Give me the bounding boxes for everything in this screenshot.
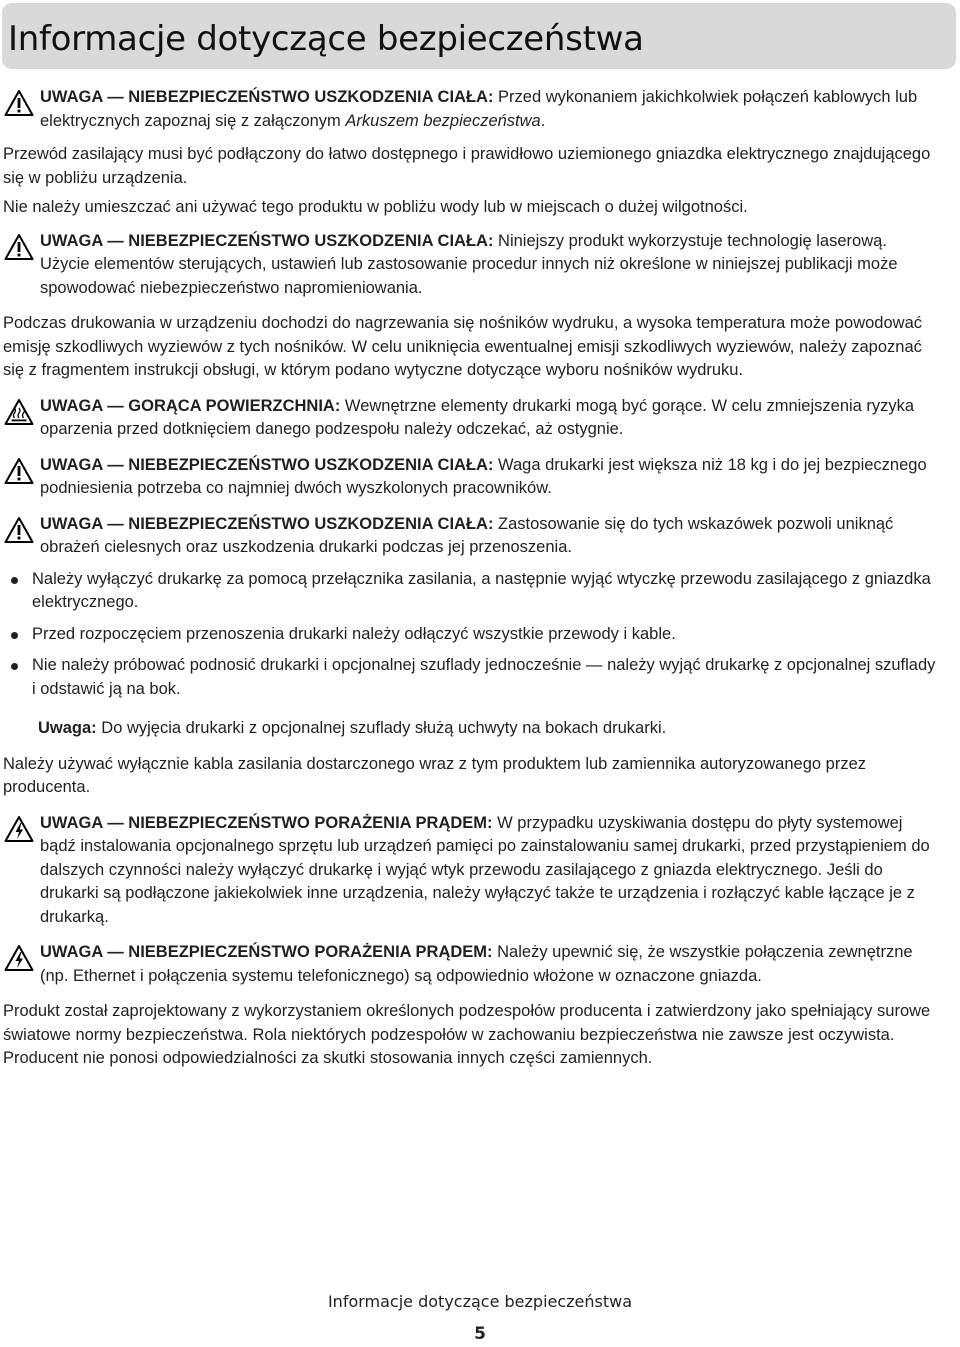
list-item (0, 568, 960, 615)
note-label: Uwaga: (38, 719, 97, 737)
shock-hazard-icon (4, 815, 34, 843)
list-item-text: Przed rozpoczęciem przenoszenia drukarki należy odłączyć wszystkie przewody i kable. (32, 624, 676, 643)
hot-surface-icon (4, 398, 34, 426)
warning-injury-laser (0, 230, 960, 301)
list-item (0, 654, 960, 701)
bullet-icon (11, 632, 18, 639)
note-text: Do wyjęcia drukarki z opcjonalnej szuflady służą uchwyty na bokach drukarki. (96, 719, 667, 737)
warning-text: Wewnętrzne elementy drukarki mogą być gorące. W celu zmniejszenia ryzyka oparzenia przed dotknięciem danego podzespołu należy odczekać, aż ostygnie. (40, 396, 915, 438)
warning-label: UWAGA — NIEBEZPIECZEŃSTWO USZKODZENIA CIAŁA: (40, 231, 494, 250)
warning-injury-moving (0, 513, 960, 560)
caution-icon (4, 457, 34, 485)
warning-hot-surface (0, 395, 960, 442)
bullet-icon (11, 577, 18, 584)
warning-shock-2 (0, 941, 960, 988)
moving-steps-list (0, 568, 960, 702)
document-body (0, 86, 960, 1071)
bullet-icon (11, 663, 18, 670)
note (0, 717, 960, 741)
paragraph-power-cable: Należy używać wyłącznie kabla zasilania dostarczonego wraz z tym produktem lub zamiennika autoryzowanego przez producenta. (3, 754, 866, 796)
shock-hazard-icon (4, 944, 34, 972)
paragraph-water: Nie należy umieszczać ani używać tego produktu w pobliżu wody lub w miejscach o dużej wilgotności. (3, 198, 748, 216)
warning-injury-1 (0, 86, 960, 133)
page-header (2, 3, 956, 69)
warning-text: W przypadku uzyskiwania dostępu do płyty systemowej bądź instalowania opcjonalnego sprzętu lub urządzeń pamięci po zainstalowaniu samej drukarki, przed przystąpieniem do dalszych czynności należy wyłączyć drukarkę i wyjąć wtyk przewodu zasilającego z gniazda elektrycznego. Jeśli do drukarki są podłączone jakiekolwiek inne urządzenia, należy wyłączyć także te urządzenia i rozłączyć kable łączące je z drukarką. (40, 813, 930, 926)
warning-label: UWAGA — NIEBEZPIECZEŃSTWO PORAŻENIA PRĄDEM: (40, 943, 493, 961)
warning-label: UWAGA — NIEBEZPIECZEŃSTWO USZKODZENIA CIAŁA: (40, 514, 494, 533)
warning-text: Przed wykonaniem jakichkolwiek połączeń kablowych lub elektrycznych zapoznaj się z załączonym (40, 88, 918, 130)
caution-icon (4, 516, 34, 544)
safety-sheet-reference: Arkuszem bezpieczeństwa (345, 111, 541, 130)
warning-text: Zastosowanie się do tych wskazówek pozwoli uniknąć obrażeń cielesnych oraz uszkodzenia drukarki podczas jej przenoszenia. (40, 514, 894, 556)
warning-shock-1 (0, 812, 960, 930)
warning-label: UWAGA — NIEBEZPIECZEŃSTWO USZKODZENIA CIAŁA: (40, 88, 494, 106)
warning-text: Waga drukarki jest większa niż 18 kg i do jej bezpiecznego podniesienia potrzeba co najmniej dwóch wyszkolonych pracowników. (40, 455, 927, 497)
warning-text-end: . (540, 111, 546, 130)
paragraph-components: Produkt został zaprojektowany z wykorzystaniem określonych podzespołów producenta i zatwierdzony jako spełniający surowe światowe normy bezpieczeństwa. Rola niektórych podzespołów w zachowaniu bezpieczeństwa nie zawsze jest oczywista. Producent nie ponosi odpowiedzialności za skutki stosowania innych części zamiennych. (3, 1002, 931, 1067)
caution-icon (4, 233, 34, 261)
list-item (0, 623, 960, 647)
paragraph-power-cord: Przewód zasilający musi być podłączony do łatwo dostępnego i prawidłowo uziemionego gniazdka elektrycznego znajdującego się w pobliżu urządzenia. (3, 145, 931, 187)
page-title: Informacje dotyczące bezpieczeństwa (8, 19, 644, 59)
page-number: 5 (474, 1324, 486, 1344)
list-item-text: Należy wyłączyć drukarkę za pomocą przełącznika zasilania, a następnie wyjąć wtyczkę przewodu zasilającego z gniazdka elektrycznego. (32, 569, 931, 611)
paragraph-emissions: Podczas drukowania w urządzeniu dochodzi do nagrzewania się nośników wydruku, a wysoka temperatura może powodować emisję szkodliwych wyziewów z tych nośników. W celu uniknięcia ewentualnej emisji szkodliwych wyziewów, należy zapoznać się z fragmentem instrukcji obsługi, w którym podano wytyczne dotyczące wyboru nośników wydruku. (3, 314, 922, 379)
list-item-text: Nie należy próbować podnosić drukarki i opcjonalnej szuflady jednocześnie — należy wyjąć drukarkę z opcjonalnej szuflady i odstawić ją na bok. (32, 656, 936, 698)
caution-icon (4, 89, 34, 117)
warning-text: Niniejszy produkt wykorzystuje technologię laserową. Użycie elementów sterujących, ustawień lub zastosowanie procedur innych niż określone w niniejszej publikacji może spowodować niebezpieczeństwo napromieniowania. (40, 231, 898, 297)
warning-injury-weight (0, 454, 960, 501)
warning-label: UWAGA — GORĄCA POWIERZCHNIA: (40, 396, 341, 415)
warning-label: UWAGA — NIEBEZPIECZEŃSTWO PORAŻENIA PRĄDEM: (40, 813, 493, 832)
footer-title: Informacje dotyczące bezpieczeństwa (327, 1292, 633, 1311)
warning-label: UWAGA — NIEBEZPIECZEŃSTWO USZKODZENIA CIAŁA: (40, 455, 494, 474)
warning-text: Należy upewnić się, że wszystkie połączenia zewnętrzne (np. Ethernet i połączenia systemu telefonicznego) są odpowiednio włożone w oznaczone gniazda. (40, 943, 913, 985)
